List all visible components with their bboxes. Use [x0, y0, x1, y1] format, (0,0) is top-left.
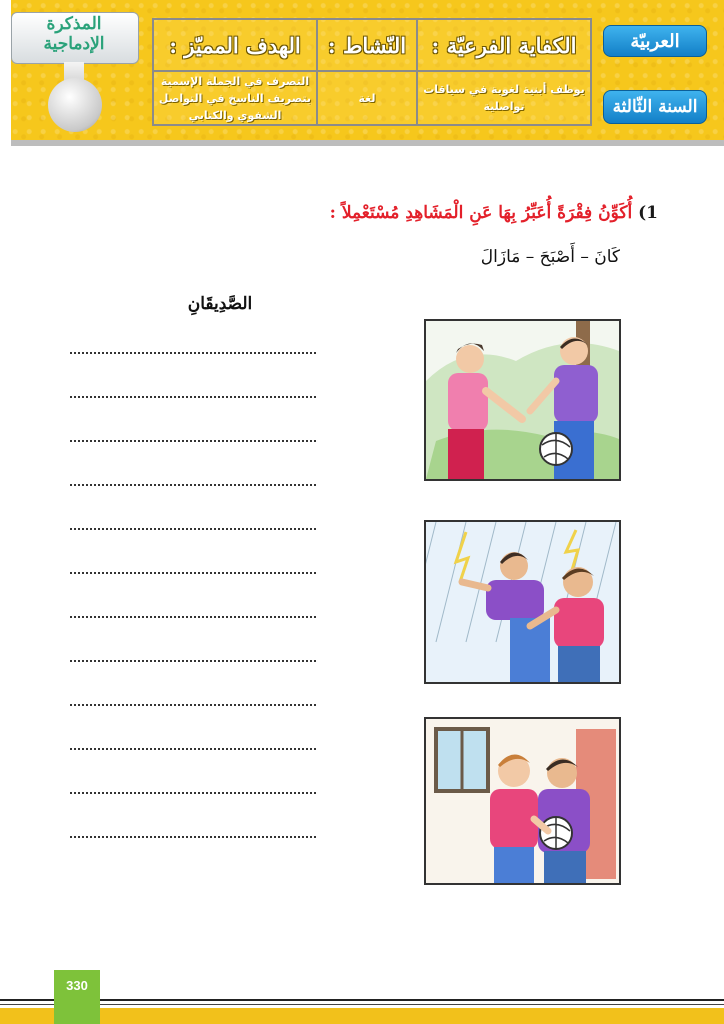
writing-line — [70, 821, 316, 865]
subject-badge: العربيّة — [603, 25, 707, 57]
writing-line — [70, 337, 316, 381]
writing-line — [70, 557, 316, 601]
boys-playing-ball-picture — [424, 319, 621, 481]
writing-line — [70, 513, 316, 557]
writing-line — [70, 425, 316, 469]
boys-holding-ball-picture — [424, 717, 621, 885]
competency-title: الكفاية الفرعيّة : — [418, 20, 590, 72]
exercise-number: 1) — [638, 203, 658, 223]
goal-title: الهدف المميّز : — [154, 20, 316, 72]
logo-title: المذكرة الإدماجية — [43, 14, 105, 54]
exercise-instruction-text: أُكَوِّنُ فِقْرَةً أُعَبِّرُ بِهَا عَنِ الْمَشَاهِدِ مُسْتَعْمِلاً : — [329, 203, 633, 223]
boys-in-storm-picture — [424, 520, 621, 684]
exercise-words: كَانَ – أَصْبَحَ – مَازَالَ — [480, 247, 620, 267]
writing-line — [70, 645, 316, 689]
exercise-instruction — [330, 203, 658, 223]
writing-line — [70, 777, 316, 821]
footer-rule — [0, 999, 724, 1001]
info-table — [152, 18, 592, 126]
writing-line — [70, 381, 316, 425]
logo-ball-icon — [48, 78, 102, 132]
activity-cell — [316, 20, 416, 124]
footer-bar — [0, 1008, 724, 1024]
header-divider — [11, 140, 724, 146]
goal-text: التصرف في الجملة الإسمية بتصريف الناسخ في التواصل الشفوي والكتابي — [158, 74, 312, 122]
goal-cell — [154, 20, 316, 124]
writing-line — [70, 733, 316, 777]
competency-text: يوظف أبنية لغوية في سياقات تواصلية — [423, 83, 585, 113]
activity-title: النّشاط : — [318, 20, 416, 72]
activity-text: لغة — [358, 91, 376, 105]
writing-line — [70, 601, 316, 645]
competency-cell — [416, 20, 590, 124]
writing-line — [70, 469, 316, 513]
year-badge: السنة الثّالثة — [603, 90, 707, 124]
page-number: 330 — [54, 970, 100, 1024]
footer-rule-thin — [0, 1004, 724, 1005]
writing-lines — [70, 337, 316, 865]
writing-line — [70, 689, 316, 733]
story-title: الصَّدِيقَانِ — [187, 294, 253, 314]
